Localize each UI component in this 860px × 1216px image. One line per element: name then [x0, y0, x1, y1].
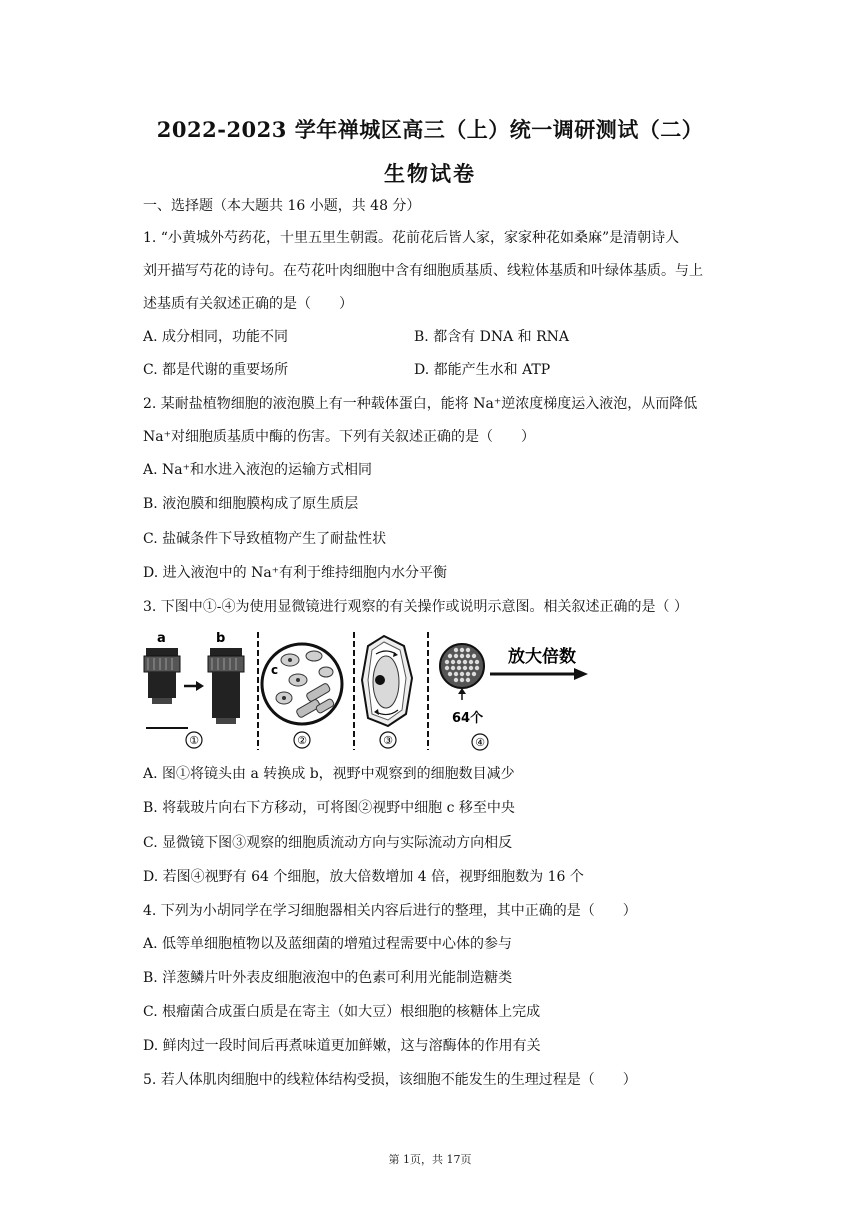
q4-option-b: B. 洋葱鳞片叶外表皮细胞液泡中的色素可利用光能制造糖类	[143, 970, 513, 986]
objective-lens-b	[208, 648, 244, 724]
field-of-view-cells	[262, 644, 342, 724]
q1-option-d: D. 都能产生水和 ATP	[414, 362, 551, 378]
q2-option-c: C. 盐碱条件下导致植物产生了耐盐性状	[143, 531, 387, 547]
q4-option-c: C. 根瘤菌合成蛋白质是在寄主（如大豆）根细胞的核糖体上完成	[143, 1004, 541, 1020]
q4-option-d: D. 鲜肉过一段时间后再煮味道更加鲜嫩，这与溶酶体的作用有关	[143, 1038, 541, 1054]
q2-option-d: D. 进入液泡中的 Na⁺有利于维持细胞内水分平衡	[143, 565, 448, 581]
cell-grid-circle	[440, 644, 484, 688]
q2-stem-line2: Na⁺对细胞质基质中酶的伤害。下列有关叙述正确的是（ ）	[143, 429, 535, 445]
panel-number-2: ②	[297, 734, 307, 747]
q2-option-a: A. Na⁺和水进入液泡的运输方式相同	[143, 462, 372, 478]
q3-option-c: C. 显微镜下图③观察的细胞质流动方向与实际流动方向相反	[143, 835, 513, 851]
objective-lens-a	[144, 648, 180, 704]
section-heading: 一、选择题（本大题共 16 小题，共 48 分）	[143, 198, 421, 214]
q1-option-b: B. 都含有 DNA 和 RNA	[414, 329, 570, 345]
panel-number-4: ④	[475, 736, 485, 749]
q2-option-b: B. 液泡膜和细胞膜构成了原生质层	[143, 496, 359, 512]
q2-stem-line1: 2. 某耐盐植物细胞的液泡膜上有一种载体蛋白，能将 Na⁺逆浓度梯度运入液泡，从而降低	[143, 396, 698, 412]
panel-number-3: ③	[383, 734, 393, 747]
q3-stem-line1: 3. 下图中①-④为使用显微镜进行观察的有关操作或说明示意图。相关叙述正确的是（ ）	[143, 599, 688, 615]
magnification-label: 放大倍数	[508, 647, 576, 667]
q4-option-a: A. 低等单细胞植物以及蓝细菌的增殖过程需要中心体的参与	[143, 936, 513, 952]
q1-stem-line2: 刘开描写芍花的诗句。在芍花叶肉细胞中含有细胞质基质、线粒体基质和叶绿体基质。与上	[143, 263, 703, 279]
page-subtitle: 生物试卷	[384, 161, 476, 186]
q3-option-d: D. 若图④视野有 64 个细胞，放大倍数增加 4 倍，视野细胞数为 16 个	[143, 869, 584, 885]
label-a: a	[157, 631, 166, 646]
q1-option-a: A. 成分相同，功能不同	[143, 329, 289, 345]
microscope-figure	[140, 628, 600, 752]
q1-stem-line1: 1. “小黄城外芍药花，十里五里生朝霞。花前花后皆人家，家家种花如桑麻”是清朝诗人	[143, 230, 680, 246]
page-footer: 第 1页，共 17页	[388, 1153, 472, 1166]
q3-option-a: A. 图①将镜头由 a 转换成 b，视野中观察到的细胞数目减少	[143, 766, 515, 782]
q1-stem-line3: 述基质有关叙述正确的是（ ）	[143, 296, 353, 312]
q1-option-c: C. 都是代谢的重要场所	[143, 362, 289, 378]
cell-count-label: 64个	[452, 711, 484, 726]
label-b: b	[216, 631, 226, 646]
label-c: c	[271, 663, 279, 677]
q5-stem-line1: 5. 若人体肌肉细胞中的线粒体结构受损，该细胞不能发生的生理过程是（ ）	[143, 1072, 637, 1088]
plant-cell	[362, 636, 412, 726]
q4-stem-line1: 4. 下列为小胡同学在学习细胞器相关内容后进行的整理，其中正确的是（ ）	[143, 903, 637, 919]
page-title: 2022-2023 学年禅城区高三（上）统一调研测试（二）	[156, 117, 704, 142]
panel-number-1: ①	[189, 734, 199, 747]
q3-option-b: B. 将载玻片向右下方移动，可将图②视野中细胞 c 移至中央	[143, 800, 515, 816]
